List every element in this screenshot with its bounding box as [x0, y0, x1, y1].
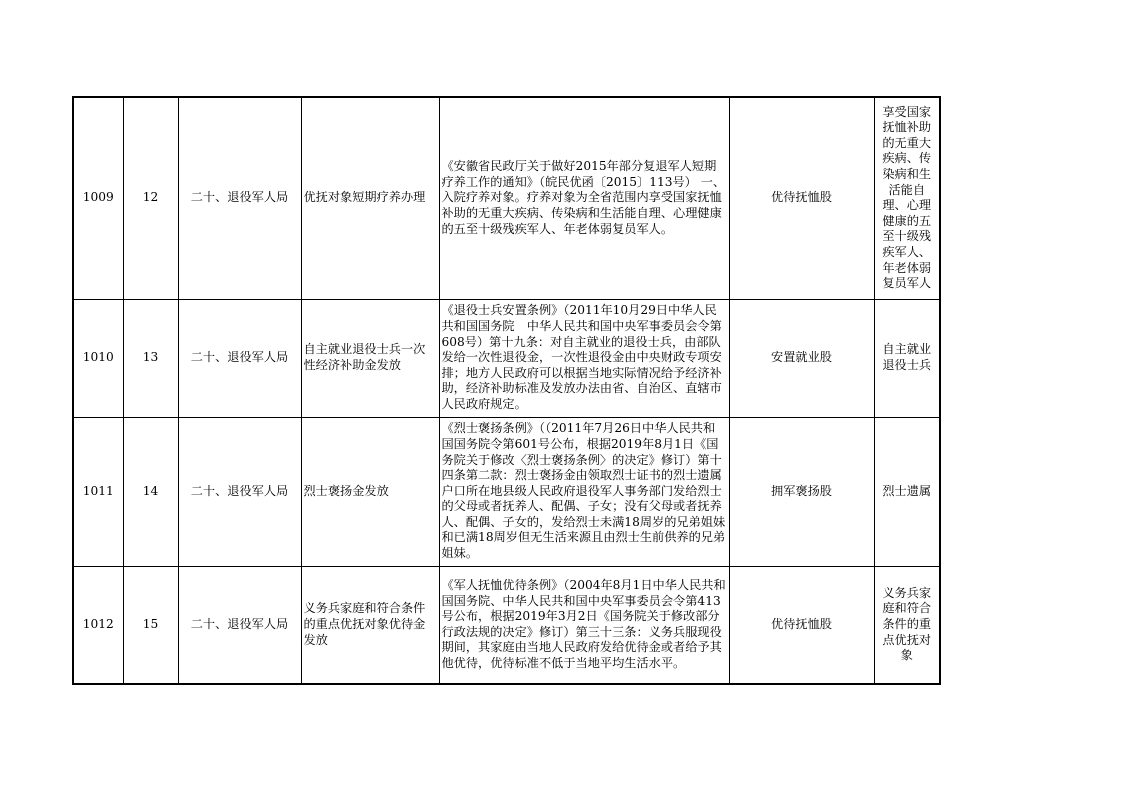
legal-basis-cell: 《退役士兵安置条例》（2011年10月29日中华人民共和国国务院 中华人民共和国中央军事委员会令第608号）第十九条：对自主就业的退役士兵，由部队发给一次性退役金，一次性退役金由中央财政专项安排；地方人民政府可以根据当地实际情况给予经济补助，经济补助标准及发放办法由省、自治区、直辖市人民政府规定。 [439, 299, 729, 417]
item-name-cell: 烈士褒扬金发放 [301, 417, 439, 566]
table-row [73, 566, 940, 684]
table-row [73, 299, 940, 417]
responsible-unit-cell: 安置就业股 [729, 299, 874, 417]
seq-cell: 13 [123, 299, 178, 417]
legal-basis-cell: 《安徽省民政厅关于做好2015年部分复退军人短期疗养工作的通知》（皖民优函〔2015〕113号） 一、入院疗养对象。疗养对象为全省范围内享受国家抚恤补助的无重大疾病、传染病和生活能自理、心理健康的五至十级残疾军人、年老体弱复员军人。 [439, 97, 729, 299]
seq-cell: 12 [123, 97, 178, 299]
department-cell: 二十、退役军人局 [178, 299, 301, 417]
item-name-cell: 自主就业退役士兵一次性经济补助金发放 [301, 299, 439, 417]
department-cell: 二十、退役军人局 [178, 417, 301, 566]
row-id-cell: 1011 [73, 417, 123, 566]
department-cell: 二十、退役军人局 [178, 97, 301, 299]
responsible-unit-cell: 优待抚恤股 [729, 97, 874, 299]
seq-cell: 14 [123, 417, 178, 566]
service-target-cell: 烈士遗属 [874, 417, 940, 566]
legal-basis-cell: 《烈士褒扬条例》（（2011年7月26日中华人民共和国国务院令第601号公布，根据2019年8月1日《国务院关于修改〈烈士褒扬条例〉的决定》修订）第十四条第二款：烈士褒扬金由领取烈士证书的烈士遗属户口所在地县级人民政府退役军人事务部门发给烈士的父母或者抚养人、配偶、子女；没有父母或者抚养人、配偶、子女的，发给烈士未满18周岁的兄弟姐妹和已满18周岁但无生活来源且由烈士生前供养的兄弟姐妹。 [439, 417, 729, 566]
table-row [73, 97, 940, 299]
service-target-cell: 自主就业退役士兵 [874, 299, 940, 417]
responsible-unit-cell: 优待抚恤股 [729, 566, 874, 684]
row-id-cell: 1012 [73, 566, 123, 684]
service-items-table [72, 96, 941, 685]
service-target-cell: 义务兵家庭和符合条件的重点优抚对象 [874, 566, 940, 684]
item-name-cell: 优抚对象短期疗养办理 [301, 97, 439, 299]
item-name-cell: 义务兵家庭和符合条件的重点优抚对象优待金发放 [301, 566, 439, 684]
seq-cell: 15 [123, 566, 178, 684]
row-id-cell: 1010 [73, 299, 123, 417]
service-target-cell: 享受国家抚恤补助的无重大疾病、传染病和生活能自理、心理健康的五至十级残疾军人、年老体弱复员军人 [874, 97, 940, 299]
row-id-cell: 1009 [73, 97, 123, 299]
department-cell: 二十、退役军人局 [178, 566, 301, 684]
table-row [73, 417, 940, 566]
legal-basis-cell: 《军人抚恤优待条例》（2004年8月1日中华人民共和国国务院、中华人民共和国中央军事委员会令第413号公布，根据2019年3月2日《国务院关于修改部分行政法规的决定》修订）第三十三条：义务兵服现役期间，其家庭由当地人民政府发给优待金或者给予其他优待，优待标准不低于当地平均生活水平。 [439, 566, 729, 684]
responsible-unit-cell: 拥军褒扬股 [729, 417, 874, 566]
